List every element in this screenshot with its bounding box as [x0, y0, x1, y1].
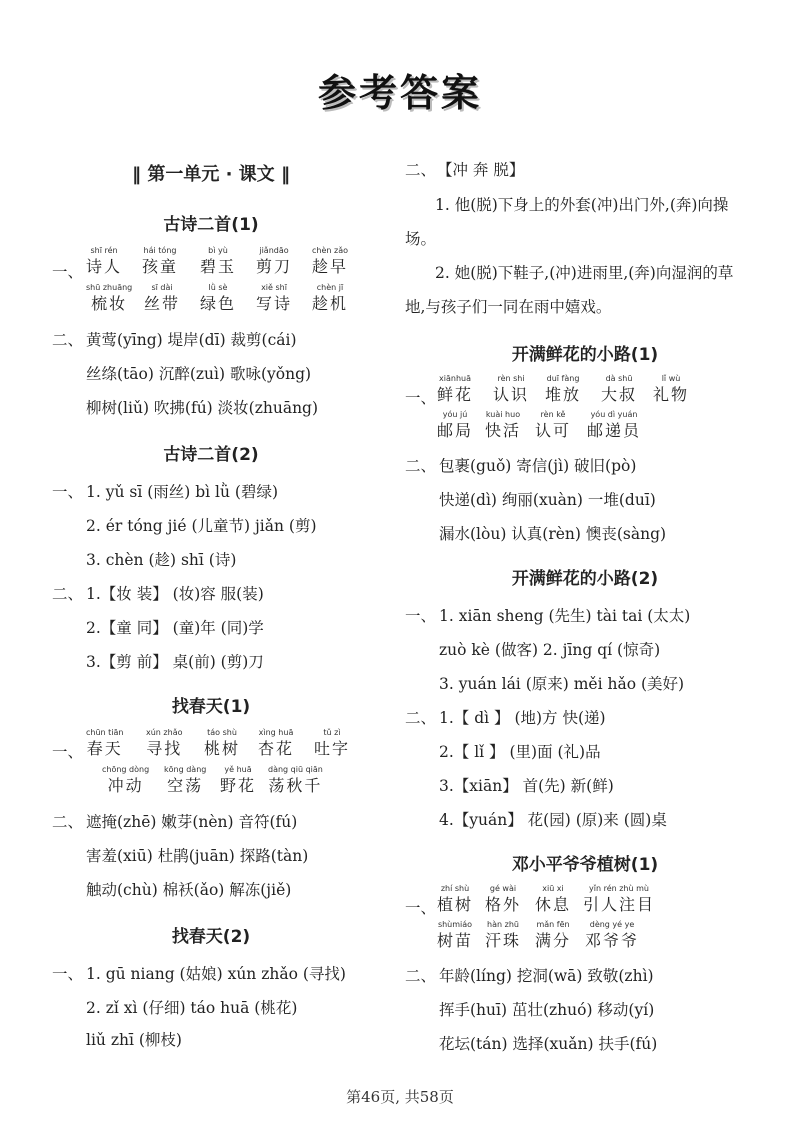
answer-line: 包裹(guǒ) 寄信(jì) 破旧(pò) — [439, 457, 637, 475]
lesson-title-gushi-2: 古诗二首(2) — [163, 445, 259, 465]
pinyin: hàn zhū — [487, 920, 519, 929]
page-title: 参考答案 — [317, 71, 482, 115]
word-item — [86, 728, 123, 760]
q1-prefix: 一、 — [405, 389, 437, 407]
page-footer: 第46页, 共58页 — [346, 1088, 454, 1106]
word-item — [583, 884, 655, 916]
lesson-title-chun-1: 找春天(1) — [171, 697, 251, 717]
hanzi: 快活 — [485, 421, 522, 440]
hanzi: 丝带 — [144, 294, 181, 313]
word-item — [485, 920, 521, 952]
word-item — [535, 920, 571, 952]
word-item — [535, 884, 571, 916]
pinyin: rèn shi — [497, 374, 525, 383]
answer-line: zuò kè (做客) 2. jīng qí (惊奇) — [439, 641, 661, 659]
answer-line: liǔ zhī (柳枝) — [86, 1031, 182, 1049]
lesson-title-xiaolu-1: 开满鲜花的小路(1) — [511, 345, 659, 365]
word-item — [312, 283, 348, 315]
q1-prefix: 一、 — [52, 263, 84, 281]
q2-prefix: 二、 — [52, 585, 84, 603]
word-item — [493, 374, 529, 406]
hanzi: 格外 — [485, 895, 522, 914]
q1-prefix: 一、 — [405, 899, 437, 917]
pinyin: xiě shī — [261, 283, 287, 292]
hanzi: 邮递员 — [587, 421, 642, 440]
answer-line: 柳树(liǔ) 吹拂(fú) 淡妆(zhuāng) — [86, 399, 319, 417]
hanzi: 冲动 — [107, 776, 144, 795]
answer-line: 2.【 lǐ 】 (里)面 (礼)品 — [439, 743, 601, 761]
pinyin: mǎn fēn — [536, 920, 570, 929]
hanzi: 引人注目 — [583, 895, 656, 914]
word-item — [587, 410, 641, 442]
q2-prefix: 二、 — [405, 161, 437, 179]
pinyin: hái tóng — [143, 246, 177, 255]
pinyin: tǔ zì — [323, 728, 341, 737]
word-item — [102, 765, 149, 797]
hanzi: 孩童 — [142, 257, 179, 276]
answer-line: 2.【童 同】 (童)年 (同)学 — [86, 619, 264, 637]
q2-prefix: 二、 — [52, 331, 84, 349]
answer-line: 1. yǔ sī (雨丝) bì lǜ (碧绿) — [86, 483, 279, 501]
pinyin: xiū xi — [542, 884, 564, 893]
pinyin: shī rén — [90, 246, 118, 255]
answer-line: 挥手(huī) 茁壮(zhuó) 移动(yí) — [439, 1001, 655, 1019]
answer-line: 3. yuán lái (原来) měi hǎo (美好) — [439, 675, 685, 693]
pinyin: chōng dòng — [102, 765, 150, 774]
hanzi: 堆放 — [545, 385, 582, 404]
pinyin: dèng yé ye — [589, 920, 635, 929]
answer-paragraph: 1. 他(脱)下身上的外套(冲)出门外,(奔)向操场。 — [405, 196, 729, 248]
word-item — [86, 283, 132, 315]
answer-line: 漏水(lòu) 认真(rèn) 懊丧(sàng) — [439, 525, 667, 543]
lesson-title-gushi-1: 古诗二首(1) — [163, 215, 259, 235]
answer-line: 快递(dì) 绚丽(xuàn) 一堆(duī) — [439, 491, 656, 509]
q2-prefix: 二、 — [405, 457, 437, 475]
pinyin: chèn jī — [316, 283, 344, 292]
lesson-title-zhishu-1: 邓小平爷爷植树(1) — [511, 855, 659, 875]
answer-line: 害羞(xiū) 杜鹃(juān) 探路(tàn) — [86, 847, 309, 865]
lesson-title-chun-2: 找春天(2) — [171, 927, 251, 947]
answer-line: 2. zǐ xì (仔细) táo huā (桃花) — [86, 999, 298, 1017]
word-item — [437, 884, 473, 916]
word-item — [653, 374, 689, 406]
answer-line: 年龄(líng) 挖洞(wā) 致敬(zhì) — [439, 967, 654, 985]
pinyin: xiānhuā — [439, 374, 471, 383]
q2-prefix: 二、 — [405, 709, 437, 727]
word-item — [164, 765, 206, 797]
word-item — [437, 920, 473, 952]
hanzi: 趁早 — [312, 257, 349, 276]
word-item — [545, 374, 581, 406]
q2-prefix: 二、 — [52, 813, 84, 831]
hanzi: 鲜花 — [437, 385, 474, 404]
answer-line: 3.【剪 前】 桌(前) (剪)刀 — [86, 653, 264, 671]
hanzi: 寻找 — [146, 739, 183, 758]
pinyin: kōng dàng — [164, 765, 207, 774]
hanzi: 野花 — [220, 776, 257, 795]
hanzi: 树苗 — [437, 931, 474, 950]
answer-line: 黄莺(yīng) 堤岸(dī) 裁剪(cái) — [86, 331, 297, 349]
hanzi: 礼物 — [653, 385, 690, 404]
word-item — [485, 410, 521, 442]
word-item — [142, 246, 178, 278]
q1-prefix: 一、 — [52, 965, 84, 983]
pinyin: yě huā — [224, 765, 252, 774]
pinyin: gé wài — [489, 884, 517, 893]
pinyin: chūn tiān — [86, 728, 124, 737]
pinyin: xìng huā — [258, 728, 294, 737]
word-item — [200, 246, 236, 278]
word-item — [86, 246, 122, 278]
word-item — [256, 283, 292, 315]
word-item — [268, 765, 323, 797]
answer-line: 3. chèn (趁) shī (诗) — [86, 551, 237, 569]
pinyin: shū zhuāng — [86, 283, 133, 292]
q2-prefix: 二、 — [405, 967, 437, 985]
hanzi: 邮局 — [437, 421, 474, 440]
word-item — [144, 283, 180, 315]
pinyin: shùmiáo — [437, 920, 473, 929]
word-row — [405, 410, 765, 454]
answer-line: 丝绦(tāo) 沉醉(zuì) 歌咏(yǒng) — [86, 365, 312, 383]
lesson-title-xiaolu-2: 开满鲜花的小路(2) — [511, 569, 659, 589]
unit-header: ‖ 第一单元 · 课文 ‖ — [132, 164, 290, 185]
pinyin: kuài huo — [485, 410, 521, 419]
hanzi: 认可 — [535, 421, 572, 440]
answer-line: 3.【xiān】 首(先) 新(鲜) — [439, 777, 614, 795]
word-item — [312, 246, 348, 278]
word-item — [437, 410, 473, 442]
word-item — [220, 765, 256, 797]
pinyin: bì yù — [208, 246, 228, 255]
pinyin: yǐn rén zhù mù — [589, 884, 649, 893]
word-item — [258, 728, 294, 760]
word-item — [314, 728, 350, 760]
pinyin: sī dài — [151, 283, 173, 292]
pinyin: lǜ sè — [208, 283, 228, 292]
answer-line: 1.【妆 装】 (妆)容 服(装) — [86, 585, 264, 603]
word-item — [146, 728, 182, 760]
hanzi: 植树 — [437, 895, 474, 914]
hanzi: 荡秋千 — [268, 776, 323, 795]
word-item — [200, 283, 236, 315]
hanzi: 吐字 — [314, 739, 351, 758]
word-item — [601, 374, 637, 406]
answer-line: 遮掩(zhē) 嫩芽(nèn) 音符(fú) — [86, 813, 298, 831]
hanzi: 剪刀 — [256, 257, 293, 276]
hanzi: 满分 — [535, 931, 572, 950]
pinyin: jiǎndāo — [259, 246, 289, 255]
answer-line: 1.【 dì 】 (地)方 快(递) — [439, 709, 606, 727]
hanzi: 碧玉 — [200, 257, 237, 276]
word-row — [52, 765, 370, 809]
hanzi: 杏花 — [258, 739, 295, 758]
answer-line: 【冲 奔 脱】 — [437, 161, 525, 179]
pinyin: yóu dì yuán — [590, 410, 638, 419]
pinyin: xún zhǎo — [146, 728, 183, 737]
word-item — [585, 920, 639, 952]
word-item — [256, 246, 292, 278]
hanzi: 桃树 — [204, 739, 241, 758]
answer-line: 花坛(tán) 选择(xuǎn) 扶手(fú) — [439, 1035, 658, 1053]
answer-line: 1. gū niang (姑娘) xún zhǎo (寻找) — [86, 965, 346, 983]
hanzi: 汗珠 — [485, 931, 522, 950]
pinyin: dàng qiū qiān — [268, 765, 323, 774]
hanzi: 大叔 — [601, 385, 638, 404]
answer-line: 触动(chù) 棉袄(ǎo) 解冻(jiě) — [86, 881, 292, 899]
q1-prefix: 一、 — [52, 743, 84, 761]
q1-prefix: 一、 — [405, 607, 437, 625]
hanzi: 认识 — [493, 385, 530, 404]
pinyin: dà shū — [605, 374, 633, 383]
pinyin: táo shù — [207, 728, 237, 737]
word-row — [405, 920, 765, 964]
hanzi: 邓爷爷 — [585, 931, 640, 950]
pinyin: zhí shù — [440, 884, 470, 893]
pinyin: chèn zǎo — [312, 246, 348, 255]
pinyin: yóu jú — [442, 410, 468, 419]
answer-line: 4.【yuán】 花(园) (原)来 (圆)桌 — [439, 811, 667, 829]
word-item — [485, 884, 521, 916]
word-item — [204, 728, 240, 760]
q1-prefix: 一、 — [52, 483, 84, 501]
hanzi: 春天 — [86, 739, 123, 758]
hanzi: 趁机 — [312, 294, 349, 313]
hanzi: 梳妆 — [91, 294, 128, 313]
pinyin: lǐ wù — [661, 374, 681, 383]
answer-line: 2. ér tóng jié (儿童节) jiǎn (剪) — [86, 517, 317, 535]
pinyin: rèn kě — [540, 410, 566, 419]
word-row — [52, 283, 370, 327]
answer-paragraph: 2. 她(脱)下鞋子,(冲)进雨里,(奔)向湿润的草地,与孩子们一同在雨中嬉戏。 — [405, 264, 734, 316]
word-item — [535, 410, 571, 442]
hanzi: 诗人 — [86, 257, 123, 276]
hanzi: 绿色 — [200, 294, 237, 313]
hanzi: 写诗 — [256, 294, 293, 313]
hanzi: 休息 — [535, 895, 572, 914]
pinyin: duī fàng — [546, 374, 580, 383]
hanzi: 空荡 — [167, 776, 204, 795]
answer-line: 1. xiān sheng (先生) tài tai (太太) — [439, 607, 691, 625]
word-item — [437, 374, 473, 406]
